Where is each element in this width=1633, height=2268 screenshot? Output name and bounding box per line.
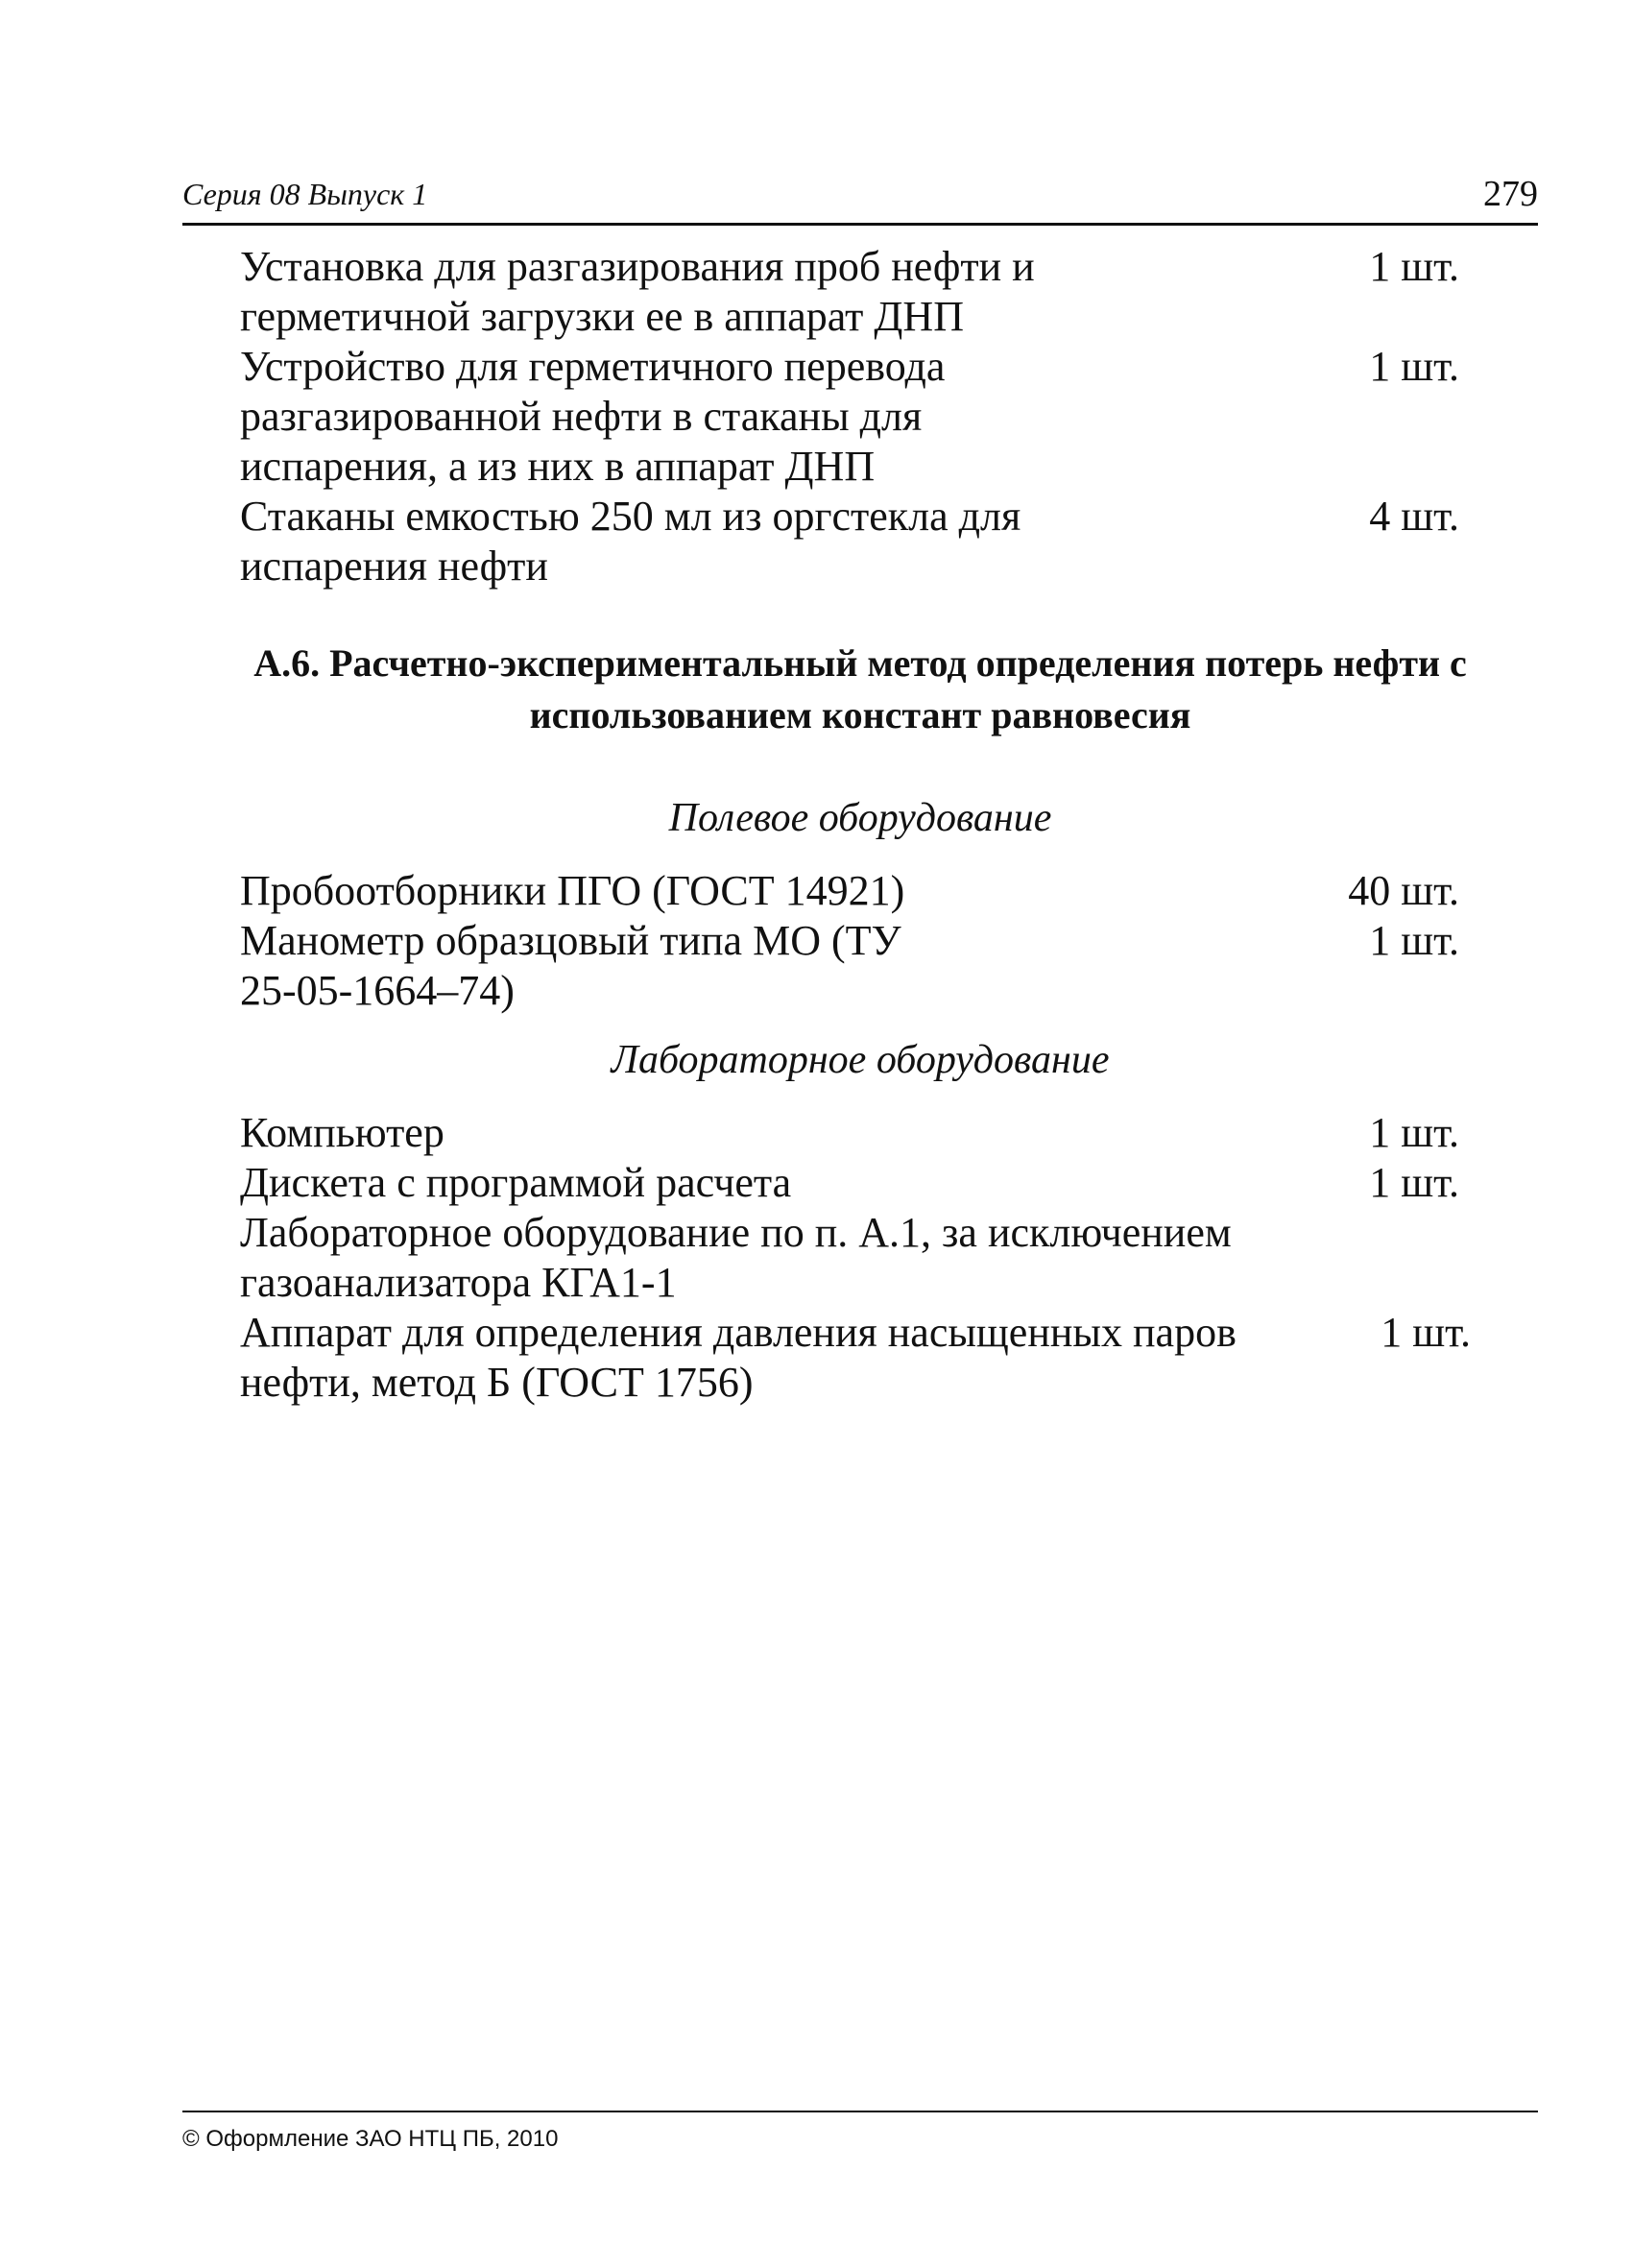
item-name: Стаканы емкостью 250 мл из оргстекла для испарения нефти: [240, 493, 1021, 590]
item-quantity: 40 шт.: [1348, 867, 1459, 914]
lab-equipment-heading: Лабораторное оборудование: [611, 1038, 1110, 1082]
item-name: Пробоотборники ПГО (ГОСТ 14921): [240, 867, 905, 914]
item-name: Установка для разгазирования проб нефти и герметичной загрузки ее в аппарат ДНП: [240, 243, 1035, 340]
list-item: [240, 242, 1459, 342]
item-quantity: 1 шт.: [1369, 243, 1459, 290]
item-name: Устройство для герметичного перевода разгазированной нефти в стаканы для испарения, а из них в аппарат ДНП: [240, 343, 946, 490]
field-equipment-heading: Полевое оборудование: [668, 796, 1052, 840]
field-equipment-list: [240, 866, 1459, 1016]
item-quantity: 1 шт.: [1369, 1159, 1459, 1206]
list-item: [240, 1208, 1459, 1308]
list-item: [240, 1308, 1471, 1408]
page-header: [182, 173, 1538, 226]
page-number: 279: [1483, 174, 1538, 214]
series-label: Серия 08 Выпуск 1: [182, 177, 428, 211]
list-item: [240, 492, 1459, 591]
item-name: Манометр образцовый типа МО (ТУ 25-05-1664–74): [240, 917, 901, 1014]
list-item: [240, 1108, 1459, 1158]
section-title: А.6. Расчетно-экспериментальный метод определения потерь нефти с использованием констант равновесия: [253, 641, 1467, 736]
item-name: Компьютер: [240, 1109, 444, 1156]
item-name: Лабораторное оборудование по п. А.1, за исключением газоанализатора КГА1-1: [240, 1209, 1232, 1306]
item-quantity: 4 шт.: [1369, 493, 1459, 540]
item-quantity: 1 шт.: [1369, 917, 1459, 964]
page-footer: [182, 2111, 1538, 2153]
equipment-list-top: [240, 242, 1459, 591]
list-item: [240, 916, 1459, 1016]
list-item: [240, 342, 1459, 492]
copyright-text: © Оформление ЗАО НТЦ ПБ, 2010: [182, 2126, 559, 2152]
item-name: Аппарат для определения давления насыщенных паров нефти, метод Б (ГОСТ 1756): [240, 1309, 1237, 1406]
lab-equipment-list: [240, 1108, 1471, 1408]
item-quantity: 1 шт.: [1381, 1309, 1471, 1356]
item-quantity: 1 шт.: [1369, 1109, 1459, 1156]
list-item: [240, 866, 1459, 916]
item-name: Дискета с программой расчета: [240, 1159, 792, 1206]
item-quantity: 1 шт.: [1369, 343, 1459, 390]
list-item: [240, 1158, 1459, 1208]
